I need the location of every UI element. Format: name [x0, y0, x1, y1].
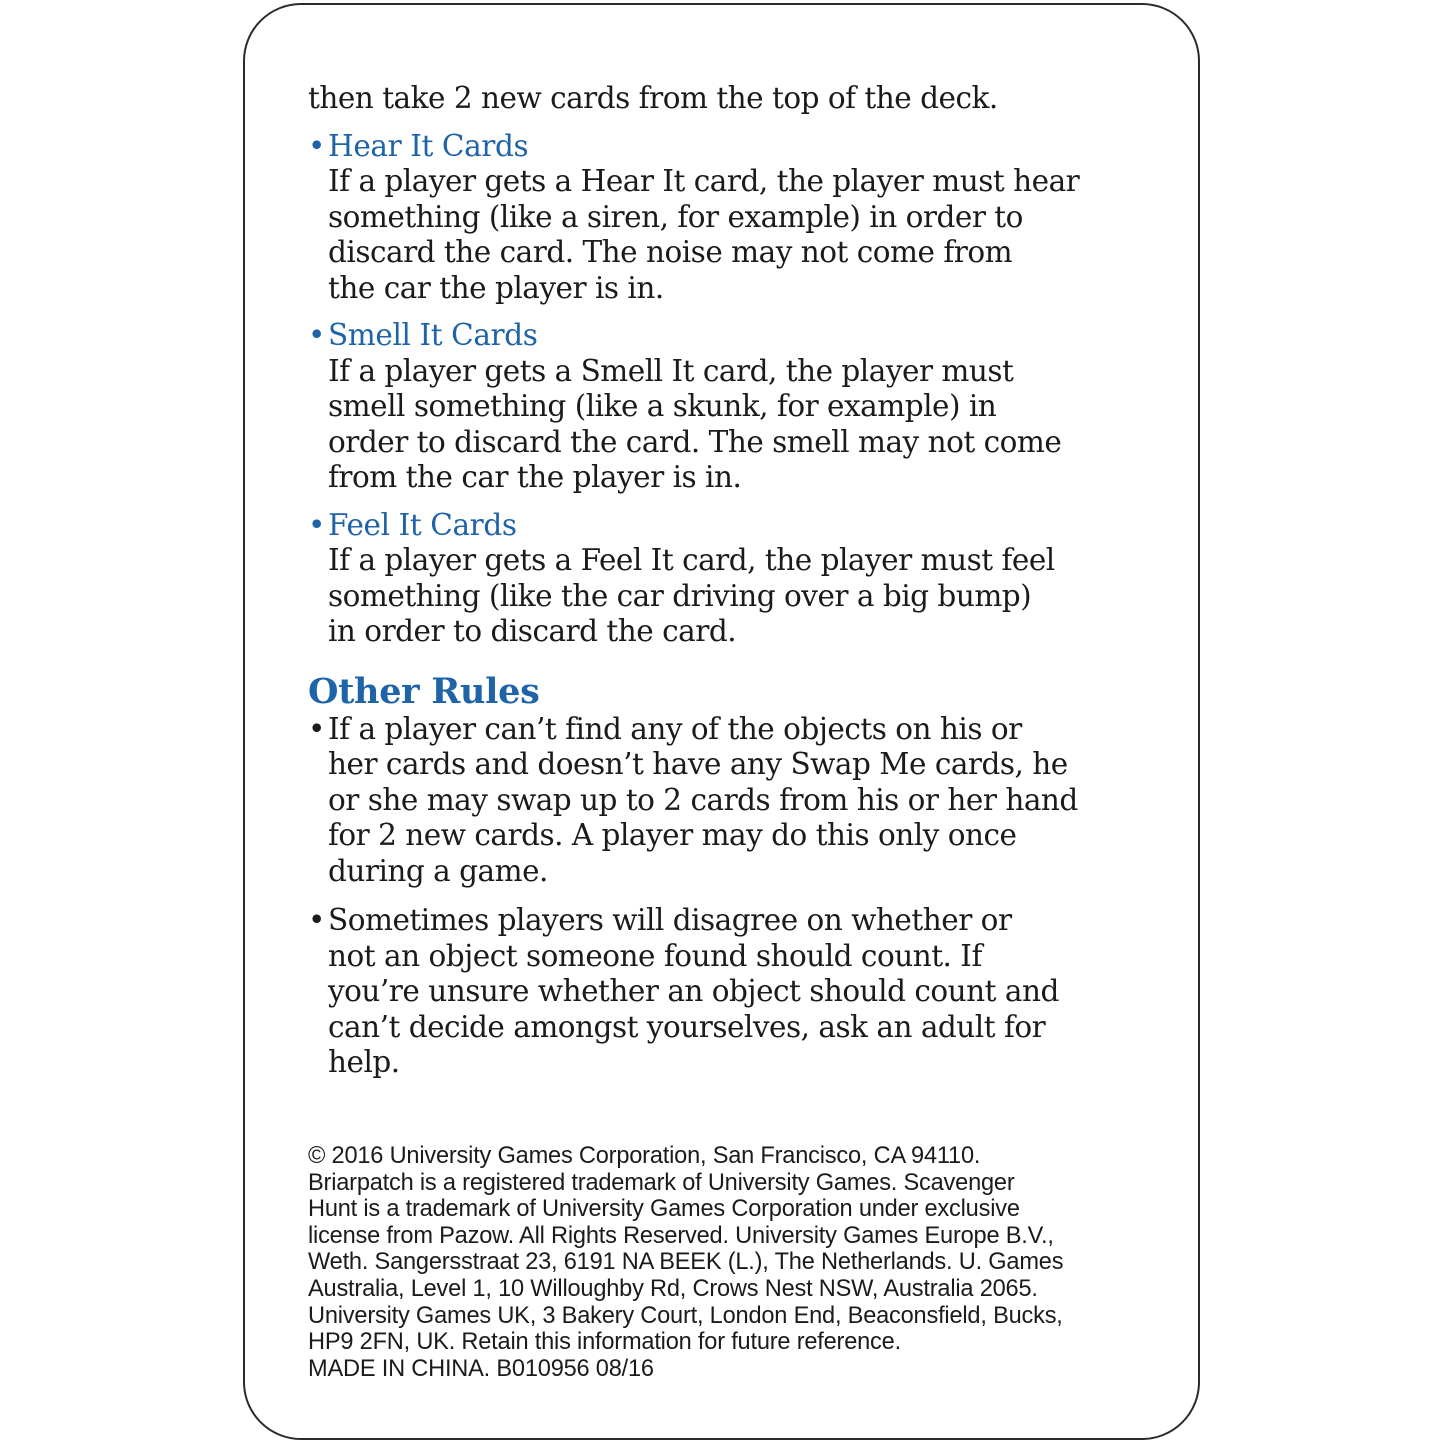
- rule-text: Sometimes players will disagree on whether or not an object someone found should count. If you’re unsure whether an object should count and can’t decide amongst yourselves, ask an adult for help.: [328, 903, 1059, 1079]
- bullet-icon: •: [308, 318, 326, 352]
- bullet-icon: •: [308, 903, 325, 937]
- bullet-icon: •: [308, 128, 326, 163]
- card-content: [308, 81, 1148, 1081]
- rule-item: [308, 903, 1148, 1081]
- rule-item: [308, 712, 1148, 890]
- other-rules-heading: Other Rules: [308, 670, 540, 712]
- bullet-icon: •: [308, 711, 325, 746]
- intro-line: then take 2 new cards from the top of the deck.: [308, 81, 998, 115]
- card-type-heading: • Feel It Cards: [308, 507, 517, 542]
- card-type-heading: • Hear It Cards: [308, 128, 529, 163]
- rules-card: [243, 3, 1200, 1440]
- card-type-heading: • Smell It Cards: [308, 318, 538, 352]
- card-type-description: If a player gets a Smell It card, the player must smell something (like a skunk, for example) in order to discard the card. The smell may not come from the car the player is in.: [328, 353, 1062, 494]
- card-type-hear-it: [308, 129, 1148, 307]
- legal-footer: © 2016 University Games Corporation, San Francisco, CA 94110. Briarpatch is a registered trademark of University Games. Scavenger Hunt is a trademark of University Games Corporation under exclusive license from Pazow. All Rights Reserved. University Games Europe B.V., Weth. Sangersstraat 23, 6191 NA BEEK (L.), The Netherlands. U. Games Australia, Level 1, 10 Willoughby Rd, Crows Nest NSW, Australia 2065. University Games UK, 3 Bakery Court, London End, Beaconsfield, Bucks, HP9 2FN, UK. Retain this information for future reference. MADE IN CHINA. B010956 08/16: [308, 1143, 1064, 1382]
- card-type-description: If a player gets a Feel It card, the player must feel something (like the car driving over a big bump) in order to discard the card.: [328, 543, 1055, 648]
- rule-text: If a player can’t find any of the objects on his or her cards and doesn’t have any Swap Me cards, he or she may swap up to 2 cards from his or her hand for 2 new cards. A player may do this only once during a game.: [328, 711, 1078, 888]
- card-type-description: If a player gets a Hear It card, the player must hear something (like a siren, for example) in order to discard the card. The noise may not come from the car the player is in.: [328, 164, 1080, 305]
- card-type-smell-it: [308, 318, 1148, 496]
- card-type-feel-it: [308, 508, 1148, 650]
- bullet-icon: •: [308, 507, 326, 542]
